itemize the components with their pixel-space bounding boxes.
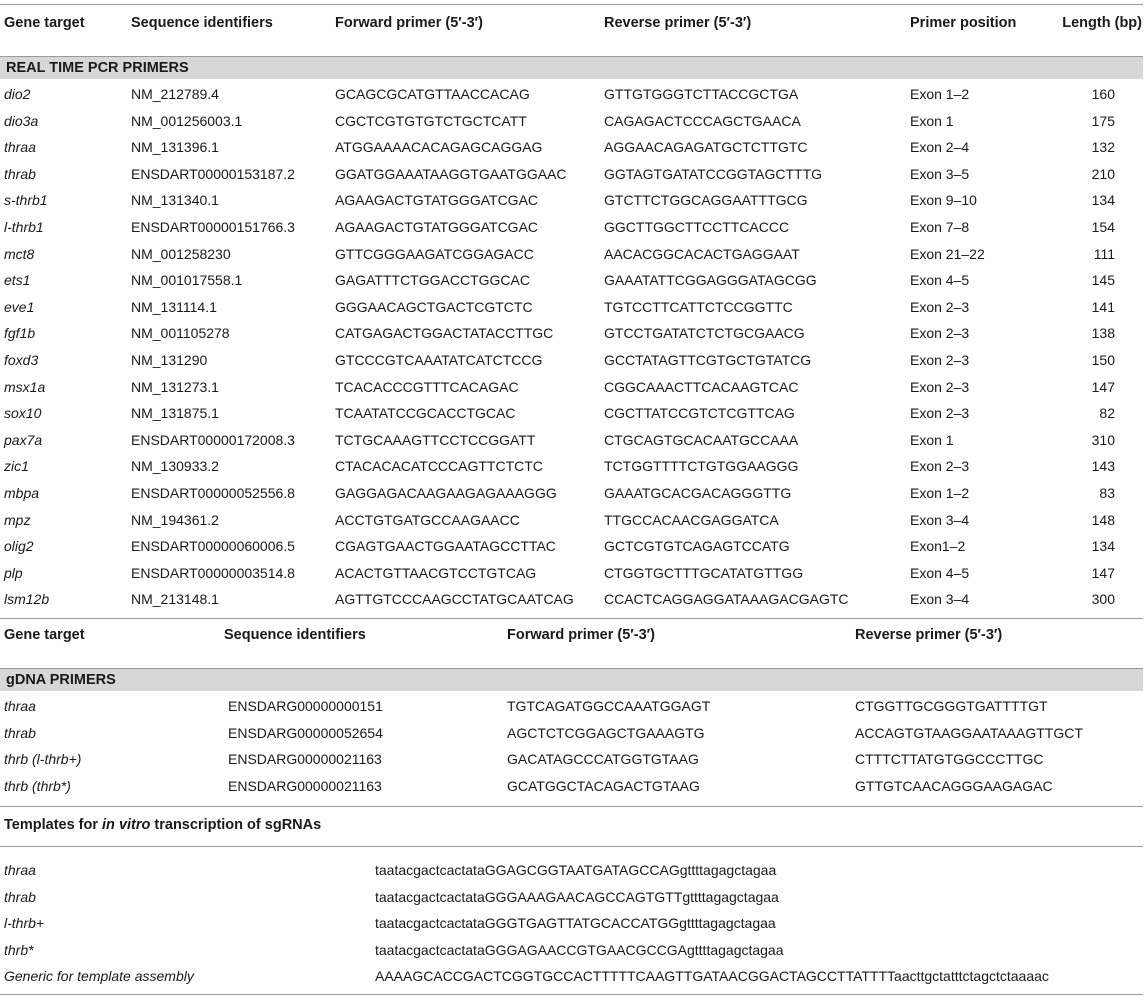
length-cell: 82 xyxy=(1099,405,1115,422)
length-cell: 150 xyxy=(1091,352,1115,368)
gene-target-cell: eve1 xyxy=(4,298,35,315)
reverse-primer-cell: ACCAGTGTAAGGAATAAAGTTGCT xyxy=(855,724,1083,741)
forward-primer-cell: TCTGCAAAGTTCCTCCGGATT xyxy=(335,431,536,448)
sequence-id-cell: NM_131114.1 xyxy=(131,298,217,315)
forward-primer-cell: AGAAGACTGTATGGGATCGAC xyxy=(335,192,539,209)
sgrna-header-rule xyxy=(0,846,1143,847)
length-cell: 141 xyxy=(1091,298,1115,315)
reverse-primer-cell: CTGGTGCTTTGCATATGTTGG xyxy=(604,564,804,581)
reverse-primer-cell: CGGCAAACTTCACAAGTCAC xyxy=(604,378,799,395)
sequence-id-cell: NM_130933.2 xyxy=(131,458,219,475)
gene-target-cell: olig2 xyxy=(4,538,34,555)
reverse-primer-cell: GAAATATTCGGAGGGATAGCGG xyxy=(604,272,817,289)
gene-target-cell: fgf1b xyxy=(4,325,36,342)
gdna-table-row xyxy=(0,773,1143,799)
length-cell: 147 xyxy=(1091,378,1115,395)
sequence-id-cell: ENSDART00000153187.2 xyxy=(131,165,295,182)
forward-primer-cell: ACCTGTGATGCCAAGAACC xyxy=(335,511,520,528)
forward-primer-cell: GTCCCGTCAAATATCATCTCCG xyxy=(335,352,543,368)
rt-table-row xyxy=(0,400,1143,426)
sequence-id-cell: ENSDARG00000052654 xyxy=(228,724,383,741)
sgrna-table-row xyxy=(0,963,1143,989)
gdna-header-seqid: Sequence identifiers xyxy=(224,627,366,643)
reverse-primer-cell: TCTGGTTTTCTGTGGAAGGG xyxy=(604,458,799,475)
gdna-section-band xyxy=(0,668,1143,691)
forward-primer-cell: GAGGAGACAAGAAGAGAAAGGG xyxy=(335,485,557,501)
sequence-id-cell: NM_001258230 xyxy=(131,245,231,262)
gdna-section-label: gDNA PRIMERS xyxy=(6,672,116,688)
primer-position-cell: Exon 1–2 xyxy=(910,86,970,102)
sequence-id-cell: ENSDART00000060006.5 xyxy=(131,538,295,555)
gene-target-cell: plp xyxy=(4,564,23,581)
length-cell: 138 xyxy=(1091,325,1115,342)
template-sequence-cell: taatacgactcactataGGGTGAGTTATGCACCATGGgttttagagctagaa xyxy=(375,915,776,931)
primer-position-cell: Exon 2–3 xyxy=(910,378,970,395)
length-cell: 143 xyxy=(1091,458,1115,475)
rt-table-row xyxy=(0,108,1143,134)
forward-primer-cell: GGGAACAGCTGACTCGTCTC xyxy=(335,298,533,315)
gdna-header-row xyxy=(0,622,1143,648)
rt-table-row xyxy=(0,320,1143,346)
length-cell: 148 xyxy=(1091,511,1115,528)
sequence-id-cell: ENSDART00000003514.8 xyxy=(131,564,295,581)
gene-target-cell: mbpa xyxy=(4,485,40,501)
forward-primer-cell: CTACACACATCCCAGTTCTCTC xyxy=(335,458,543,475)
length-cell: 154 xyxy=(1091,219,1115,235)
gene-target-cell: thrab xyxy=(4,888,36,905)
sequence-id-cell: ENSDARG00000000151 xyxy=(228,698,383,714)
gene-target-cell: zic1 xyxy=(4,458,29,475)
reverse-primer-cell: TGTCCTTCATTCTCCGGTTC xyxy=(604,298,793,315)
primer-position-cell: Exon 2–3 xyxy=(910,458,970,475)
table-bottom-rule xyxy=(0,994,1143,995)
reverse-primer-cell: CTGGTTGCGGGTGATTTTGT xyxy=(855,698,1048,714)
rt-table-row xyxy=(0,134,1143,160)
primer-position-cell: Exon 1 xyxy=(910,431,954,448)
forward-primer-cell: GACATAGCCCATGGTGTAAG xyxy=(507,751,699,767)
gdna-header-gene: Gene target xyxy=(4,627,85,643)
reverse-primer-cell: GAAATGCACGACAGGGTTG xyxy=(604,485,792,501)
rt-header-reverse: Reverse primer (5′-3′) xyxy=(604,15,752,31)
reverse-primer-cell: GTCCTGATATCTCTGCGAACG xyxy=(604,325,805,342)
gene-target-cell: thraa xyxy=(4,698,36,714)
template-sequence-cell: AAAAGCACCGACTCGGTGCCACTTTTTCAAGTTGATAACGGACTAGCCTTATTTTaacttgctatttctagctctaaaac xyxy=(375,968,1049,984)
reverse-primer-cell: GTCTTCTGGCAGGAATTTGCG xyxy=(604,192,808,209)
sgrna-title-suffix: transcription of sgRNAs xyxy=(150,817,322,833)
length-cell: 111 xyxy=(1093,245,1115,262)
rt-header-seqid: Sequence identifiers xyxy=(131,15,273,31)
gene-target-cell: thrb* xyxy=(4,941,34,958)
forward-primer-cell: TCAATATCCGCACCTGCAC xyxy=(335,405,516,422)
sequence-id-cell: NM_131340.1 xyxy=(131,192,219,209)
sgrna-top-rule xyxy=(0,806,1143,807)
table-top-rule xyxy=(0,4,1143,5)
gene-target-cell: s-thrb1 xyxy=(4,192,48,209)
primer-position-cell: Exon 2–3 xyxy=(910,298,970,315)
reverse-primer-cell: CTGCAGTGCACAATGCCAAA xyxy=(604,431,799,448)
rt-table-row xyxy=(0,347,1143,373)
length-cell: 160 xyxy=(1091,86,1115,102)
gdna-table-row xyxy=(0,746,1143,772)
gene-target-cell: Generic for template assembly xyxy=(4,968,194,984)
sgrna-table-row xyxy=(0,884,1143,910)
primer-position-cell: Exon 4–5 xyxy=(910,564,970,581)
sequence-id-cell: ENSDARG00000021163 xyxy=(228,777,382,794)
sequence-id-cell: NM_001017558.1 xyxy=(131,272,243,289)
rt-table-row xyxy=(0,560,1143,586)
primer-position-cell: Exon 3–4 xyxy=(910,511,970,528)
length-cell: 210 xyxy=(1091,165,1115,182)
gene-target-cell: pax7a xyxy=(4,431,43,448)
length-cell: 134 xyxy=(1091,538,1115,555)
primer-position-cell: Exon 2–3 xyxy=(910,405,970,422)
gene-target-cell: l-thrb+ xyxy=(4,915,45,931)
gene-target-cell: thrab xyxy=(4,165,36,182)
sequence-id-cell: NM_131290 xyxy=(131,352,208,368)
primer-position-cell: Exon 4–5 xyxy=(910,272,970,289)
forward-primer-cell: GAGATTTCTGGACCTGGCAC xyxy=(335,272,530,289)
primer-position-cell: Exon 3–4 xyxy=(910,591,970,608)
rt-header-gene: Gene target xyxy=(4,15,85,31)
rt-table-row xyxy=(0,533,1143,559)
template-sequence-cell: taatacgactcactataGGGAAAGAACAGCCAGTGTTgttttagagctagaa xyxy=(375,888,779,905)
gene-target-cell: lsm12b xyxy=(4,591,50,608)
length-cell: 134 xyxy=(1091,192,1115,209)
sequence-id-cell: NM_131875.1 xyxy=(131,405,219,422)
forward-primer-cell: AGTTGTCCCAAGCCTATGCAATCAG xyxy=(335,591,574,608)
gene-target-cell: thrb (thrb*) xyxy=(4,777,71,794)
reverse-primer-cell: GGTAGTGATATCCGGTAGCTTTG xyxy=(604,165,823,182)
length-cell: 132 xyxy=(1091,139,1115,156)
reverse-primer-cell: CAGAGACTCCCAGCTGAACA xyxy=(604,112,801,129)
reverse-primer-cell: AACACGGCACACTGAGGAAT xyxy=(604,245,800,262)
template-sequence-cell: taatacgactcactataGGGAGAACCGTGAACGCCGAgttttagagctagaa xyxy=(375,941,784,958)
rt-table-row xyxy=(0,586,1143,612)
primer-position-cell: Exon 9–10 xyxy=(910,192,977,209)
gene-target-cell: dio2 xyxy=(4,86,31,102)
primer-position-cell: Exon 2–3 xyxy=(910,325,970,342)
gene-target-cell: thraa xyxy=(4,139,36,156)
primer-position-cell: Exon 1–2 xyxy=(910,485,970,501)
forward-primer-cell: GCATGGCTACAGACTGTAAG xyxy=(507,777,700,794)
primer-position-cell: Exon 3–5 xyxy=(910,165,970,182)
length-cell: 83 xyxy=(1099,485,1115,501)
forward-primer-cell: ATGGAAAACACAGAGCAGGAG xyxy=(335,139,543,156)
sequence-id-cell: NM_212789.4 xyxy=(131,86,219,102)
gene-target-cell: thraa xyxy=(4,862,36,878)
sequence-id-cell: NM_194361.2 xyxy=(131,511,219,528)
gene-target-cell: thrb (l-thrb+) xyxy=(4,751,82,767)
sequence-id-cell: ENSDART00000151766.3 xyxy=(131,219,295,235)
forward-primer-cell: ACACTGTTAACGTCCTGTCAG xyxy=(335,564,537,581)
forward-primer-cell: AGCTCTCGGAGCTGAAAGTG xyxy=(507,724,705,741)
primer-position-cell: Exon 2–3 xyxy=(910,352,970,368)
length-cell: 147 xyxy=(1091,564,1115,581)
gdna-top-rule xyxy=(0,618,1143,619)
forward-primer-cell: CGCTCGTGTGTCTGCTCATT xyxy=(335,112,527,129)
primer-position-cell: Exon 1 xyxy=(910,112,954,129)
gene-target-cell: foxd3 xyxy=(4,352,39,368)
forward-primer-cell: GTTCGGGAAGATCGGAGACC xyxy=(335,245,534,262)
sgrna-table-row xyxy=(0,857,1143,883)
gene-target-cell: mpz xyxy=(4,511,31,528)
rt-header-row xyxy=(0,10,1143,36)
reverse-primer-cell: GCTCGTGTCAGAGTCCATG xyxy=(604,538,790,555)
rt-table-row xyxy=(0,294,1143,320)
reverse-primer-cell: CTTTCTTATGTGGCCCTTGC xyxy=(855,751,1044,767)
rt-header-position: Primer position xyxy=(910,15,1017,31)
gdna-header-forward: Forward primer (5′-3′) xyxy=(507,627,655,643)
rt-table-row xyxy=(0,480,1143,506)
rt-table-row xyxy=(0,241,1143,267)
gdna-table-row xyxy=(0,693,1143,719)
reverse-primer-cell: CCACTCAGGAGGATAAAGACGAGTC xyxy=(604,591,849,608)
rt-table-row xyxy=(0,267,1143,293)
forward-primer-cell: TGTCAGATGGCCAAATGGAGT xyxy=(507,698,711,714)
length-cell: 145 xyxy=(1091,272,1115,289)
forward-primer-cell: GCAGCGCATGTTAACCACAG xyxy=(335,86,530,102)
sgrna-title-italic: in vitro xyxy=(102,817,151,833)
rt-header-forward: Forward primer (5′-3′) xyxy=(335,15,483,31)
sequence-id-cell: NM_213148.1 xyxy=(131,591,219,608)
rt-table-row xyxy=(0,214,1143,240)
sgrna-table-row xyxy=(0,910,1143,936)
sequence-id-cell: ENSDARG00000021163 xyxy=(228,751,382,767)
rt-header-length: Length (bp) xyxy=(1062,15,1142,31)
primer-position-cell: Exon 2–4 xyxy=(910,139,970,156)
reverse-primer-cell: GGCTTGGCTTCCTTCACCC xyxy=(604,219,790,235)
sequence-id-cell: NM_001256003.1 xyxy=(131,112,243,129)
reverse-primer-cell: TTGCCACAACGAGGATCA xyxy=(604,511,779,528)
gene-target-cell: dio3a xyxy=(4,112,39,129)
rt-table-row xyxy=(0,507,1143,533)
sequence-id-cell: NM_001105278 xyxy=(131,325,230,342)
sequence-id-cell: NM_131273.1 xyxy=(131,378,219,395)
forward-primer-cell: CATGAGACTGGACTATACCTTGC xyxy=(335,325,554,342)
gene-target-cell: ets1 xyxy=(4,272,31,289)
rt-table-row xyxy=(0,187,1143,213)
length-cell: 175 xyxy=(1091,112,1115,129)
reverse-primer-cell: GTTGTGGGTCTTACCGCTGA xyxy=(604,86,799,102)
rt-table-row xyxy=(0,161,1143,187)
forward-primer-cell: AGAAGACTGTATGGGATCGAC xyxy=(335,219,539,235)
rt-table-row xyxy=(0,453,1143,479)
sgrna-title-prefix: Templates for xyxy=(4,817,103,833)
sgrna-table-row xyxy=(0,937,1143,963)
rt-table-row xyxy=(0,427,1143,453)
sgrna-title xyxy=(4,812,321,838)
gene-target-cell: mct8 xyxy=(4,245,35,262)
reverse-primer-cell: GTTGTCAACAGGGAAGAGAC xyxy=(855,777,1053,794)
length-cell: 310 xyxy=(1091,431,1115,448)
gene-target-cell: sox10 xyxy=(4,405,42,422)
sequence-id-cell: NM_131396.1 xyxy=(131,139,219,156)
rt-section-label: REAL TIME PCR PRIMERS xyxy=(6,60,189,76)
gene-target-cell: thrab xyxy=(4,724,36,741)
primer-position-cell: Exon 7–8 xyxy=(910,219,970,235)
sequence-id-cell: ENSDART00000172008.3 xyxy=(131,431,295,448)
forward-primer-cell: GGATGGAAATAAGGTGAATGGAAC xyxy=(335,165,567,182)
reverse-primer-cell: CGCTTATCCGTCTCGTTCAG xyxy=(604,405,795,422)
gene-target-cell: l-thrb1 xyxy=(4,219,44,235)
gdna-table-row xyxy=(0,720,1143,746)
primer-position-cell: Exon1–2 xyxy=(910,538,966,555)
rt-table-row xyxy=(0,81,1143,107)
sequence-id-cell: ENSDART00000052556.8 xyxy=(131,485,295,501)
reverse-primer-cell: AGGAACAGAGATGCTCTTGTC xyxy=(604,139,808,156)
forward-primer-cell: CGAGTGAACTGGAATAGCCTTAC xyxy=(335,538,556,555)
length-cell: 300 xyxy=(1091,591,1115,608)
forward-primer-cell: TCACACCCGTTTCACAGAC xyxy=(335,378,519,395)
gdna-header-reverse: Reverse primer (5′-3′) xyxy=(855,627,1003,643)
gene-target-cell: msx1a xyxy=(4,378,46,395)
rt-table-row xyxy=(0,374,1143,400)
template-sequence-cell: taatacgactcactataGGAGCGGTAATGATAGCCAGgttttagagctagaa xyxy=(375,862,777,878)
reverse-primer-cell: GCCTATAGTTCGTGCTGTATCG xyxy=(604,352,812,368)
primer-position-cell: Exon 21–22 xyxy=(910,245,985,262)
rt-section-band xyxy=(0,56,1143,79)
